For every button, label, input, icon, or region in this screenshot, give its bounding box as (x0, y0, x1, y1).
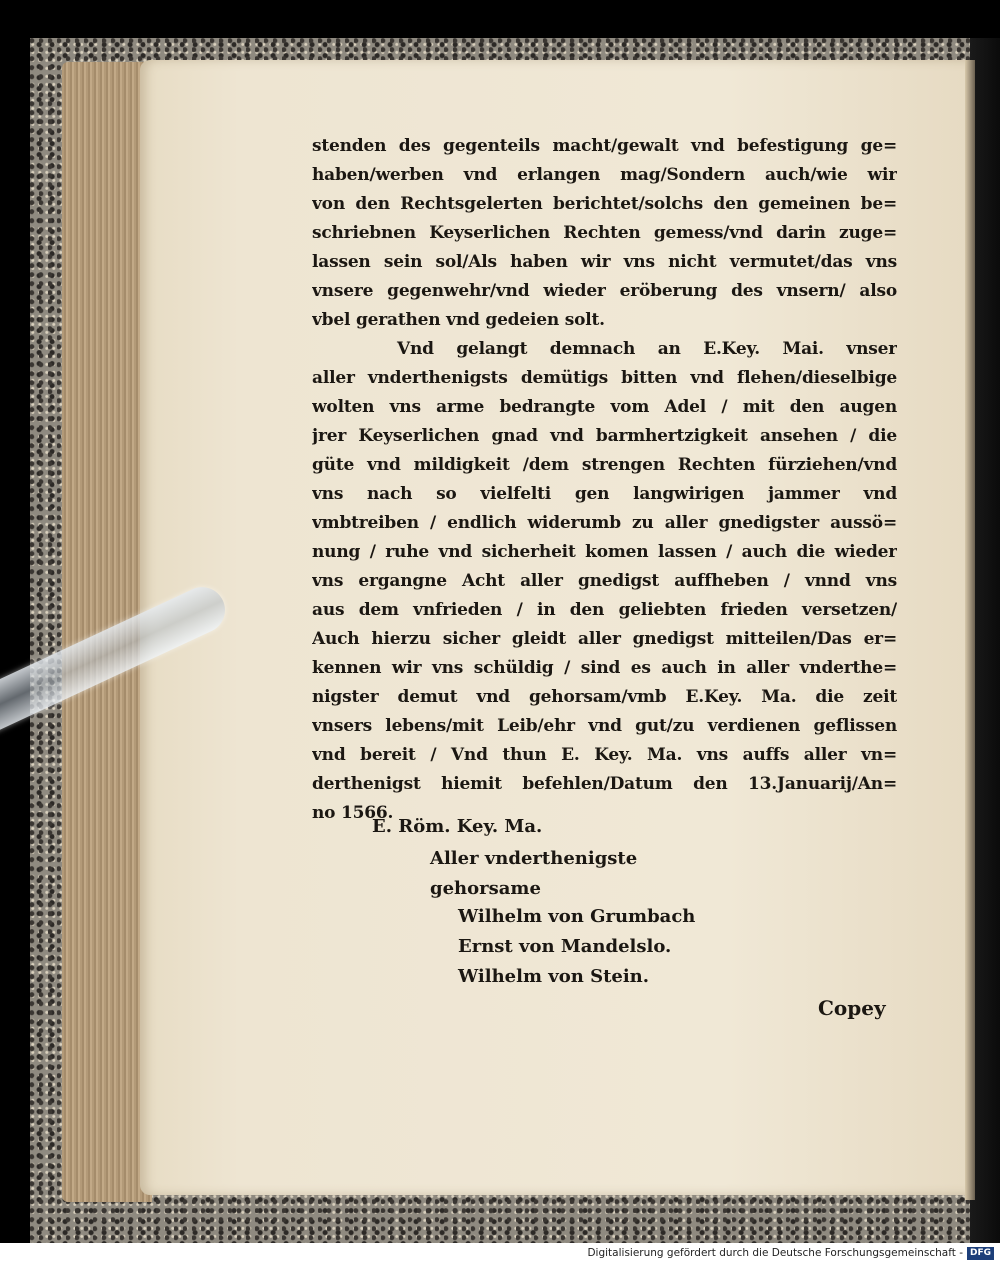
text-line: aus dem vnfrieden / in den geliebten frieden versetzen/ (312, 600, 897, 620)
catchword: Copey (818, 996, 886, 1020)
text-line: vnsers lebens/mit Leib/ehr vnd gut/zu verdienen geflissen (312, 716, 897, 736)
text-line: vnd bereit / Vnd thun E. Key. Ma. vns auffs aller vn= (312, 745, 897, 765)
text-line: Vnd gelangt demnach an E.Key. Mai. vnser (397, 339, 897, 359)
text-line: von den Rechtsgelerten berichtet/solchs den gemeinen be= (312, 194, 897, 214)
text-line: aller vnderthenigsts demütigs bitten vnd flehen/dieselbige (312, 368, 897, 388)
text-line: wolten vns arme bedrangte vom Adel / mit den augen (312, 397, 897, 417)
text-line: Auch hierzu sicher gleidt aller gnedigst mitteilen/Das er= (312, 629, 897, 649)
footer-text: Digitalisierung gefördert durch die Deutsche Forschungsgemeinschaft - (587, 1247, 963, 1259)
dfg-logo-icon: DFG (967, 1247, 994, 1260)
text-line: schriebnen Keyserlichen Rechten gemess/vnd darin zuge= (312, 223, 897, 243)
text-line: lassen sein sol/Als haben wir vns nicht vermutet/das vns (312, 252, 897, 272)
signature-address: E. Röm. Key. Ma. (372, 816, 543, 837)
signature-closing: Aller vnderthenigste (430, 848, 638, 869)
text-line: haben/werben vnd erlangen mag/Sondern auch/wie wir (312, 165, 897, 185)
digitization-footer (0, 1243, 1000, 1263)
text-line: stenden des gegenteils macht/gewalt vnd befestigung ge= (312, 136, 897, 156)
text-line: no 1566. (312, 803, 394, 823)
text-line: derthenigst hiemit befehlen/Datum den 13.Januarij/An= (312, 774, 897, 794)
text-line: nigster demut vnd gehorsam/vmb E.Key. Ma. die zeit (312, 687, 897, 707)
text-line: jrer Keyserlichen gnad vnd barmhertzigkeit ansehen / die (312, 426, 897, 446)
text-line: vnsere gegenwehr/vnd wieder eröberung des vnsern/ also (312, 281, 897, 301)
text-line: vbel gerathen vnd gedeien solt. (312, 310, 605, 330)
body-text (312, 132, 897, 828)
text-line: kennen wir vns schüldig / sind es auch in aller vnderthe= (312, 658, 897, 678)
signatory-name: Wilhelm von Grumbach (458, 906, 696, 927)
text-line: vmbtreiben / endlich widerumb zu aller gnedigster aussö= (312, 513, 897, 533)
signature-closing: gehorsame (430, 878, 541, 899)
text-line: vns ergangne Acht aller gnedigst auffheben / vnnd vns (312, 571, 897, 591)
page-gutter (965, 60, 975, 1200)
text-line: vns nach so vielfelti gen langwirigen jammer vnd (312, 484, 897, 504)
signatory-name: Wilhelm von Stein. (458, 966, 650, 987)
text-line: nung / ruhe vnd sicherheit komen lassen / auch die wieder (312, 542, 897, 562)
signatory-name: Ernst von Mandelslo. (458, 936, 672, 957)
text-line: güte vnd mildigkeit /dem strengen Rechten fürziehen/vnd (312, 455, 897, 475)
